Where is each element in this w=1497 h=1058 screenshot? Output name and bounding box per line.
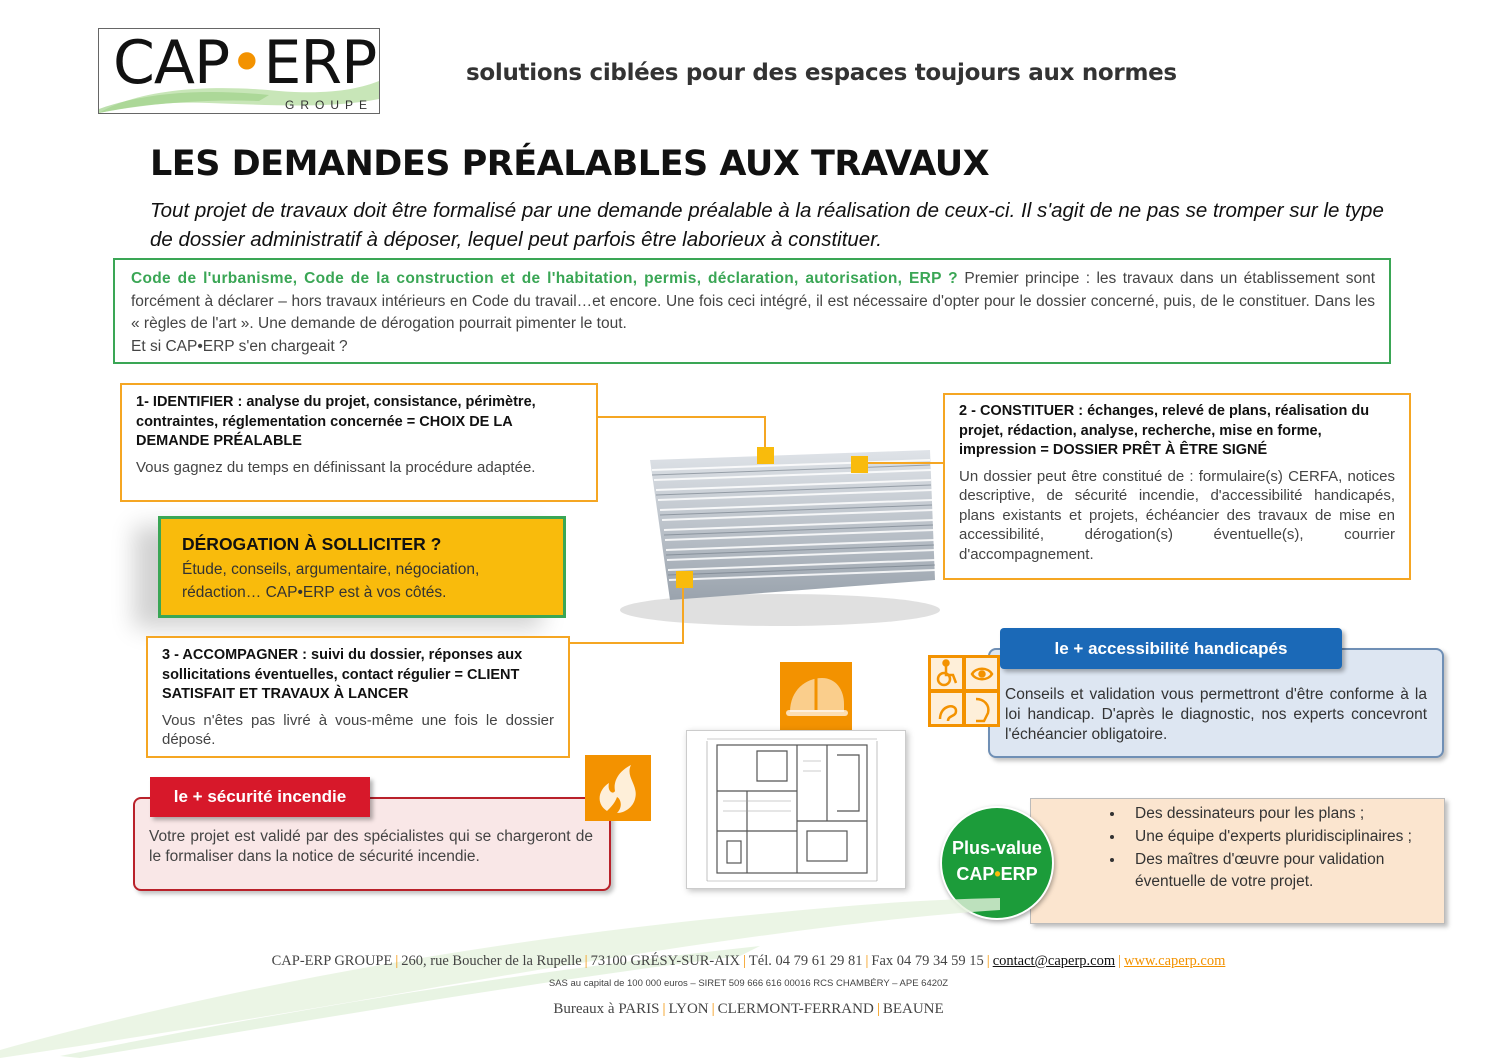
- footer-office: Bureaux à PARIS: [553, 1001, 660, 1017]
- footer-offices: Bureaux à PARIS | LYON | CLERMONT-FERRAND | BEAUNE: [553, 1001, 944, 1017]
- accessibility-tab: le + accessibilité handicapés: [1000, 628, 1342, 669]
- connector-line-2: [860, 462, 943, 464]
- plus-value-brand: CAP•ERP: [956, 864, 1038, 884]
- footer-web-link[interactable]: www.caperp.com: [1124, 953, 1226, 969]
- footer-email-link[interactable]: contact@caperp.com: [992, 953, 1116, 969]
- connector-square-2: [851, 456, 868, 473]
- footer-office: LYON: [668, 1001, 709, 1017]
- step-heading: 1- IDENTIFIER : analyse du projet, consistance, périmètre, contraintes, réglementation concernée = CHOIX DE LA DEMANDE PRÉALABLE: [136, 394, 536, 449]
- intro-text: Premier principe : les travaux dans un établissement sont forcément à déclarer – hors travaux intérieurs en Code du travail…et encore. Une fois ceci intégré, il est nécessaire d'opter pour le dossier concerné, puis, de le constituer. Dans les « règles de l'art ». Une demande de dérogation pourrait pimenter le tout.: [131, 270, 1376, 332]
- connector-square-3: [676, 571, 693, 588]
- accessibility-body: Conseils et validation vous permettront d'être conforme à la loi handicap. D'après le diagnostic, nos experts concevront l'échéancier obligatoire.: [1005, 686, 1427, 743]
- step-body: Un dossier peut être constitué de : formulaire(s) CERFA, notices descriptive, de sécurité incendie, d'accessibilité handicapés, plans existants et projets, échéancier des travaux de mise en accessibilité, dérogation(s) éventuelle(s), courrier d'accompagnement.: [959, 467, 1395, 563]
- derogation-heading: DÉROGATION À SOLLICITER ?: [182, 534, 442, 554]
- floor-plan-image: [686, 730, 906, 889]
- footer-company: CAP-ERP GROUPE: [271, 953, 393, 969]
- step-body: Vous gagnez du temps en définissant la procédure adaptée.: [136, 458, 536, 476]
- accessibility-icons: [928, 655, 1000, 727]
- paper-stack-image: [610, 430, 940, 630]
- intro-question: Et si CAP•ERP s'en chargeait ?: [131, 337, 348, 355]
- step-body: Vous n'êtes pas livré à vous-même une fois le dossier déposé.: [162, 711, 554, 748]
- logo-groupe: GROUPE: [284, 98, 373, 112]
- connector-line-3b: [570, 642, 684, 644]
- footer-fax: Fax 04 79 34 59 15: [871, 953, 984, 969]
- footer-tel: Tél. 04 79 61 29 81: [748, 953, 863, 969]
- list-item: • Des maîtres d'œuvre pour validation éventuelle de votre projet.: [1125, 849, 1444, 895]
- footer-office: CLERMONT-FERRAND: [717, 1001, 874, 1017]
- security-body: Votre projet est validé par des spécialistes qui se chargeront de le formaliser dans la notice de sécurité incendie.: [149, 828, 593, 865]
- connector-line-1: [598, 416, 766, 418]
- logo-brand: CAP•ERP: [113, 28, 377, 98]
- helmet-icon: [780, 662, 852, 734]
- derogation-box: [158, 516, 566, 618]
- footer-office: BEAUNE: [882, 1001, 944, 1017]
- flame-icon: [585, 755, 651, 821]
- page-title: LES DEMANDES PRÉALABLES AUX TRAVAUX: [150, 144, 990, 184]
- step-constituer-box: [943, 393, 1411, 580]
- step-identifier-box: [120, 383, 598, 502]
- connector-square-1: [757, 447, 774, 464]
- footer-legal: SAS au capital de 100 000 euros – SIRET 509 666 616 00016 RCS CHAMBÉRY – APE 6420Z: [548, 978, 949, 989]
- step-heading: 2 - CONSTITUER : échanges, relevé de plans, réalisation du projet, rédaction, analyse, recherche, mise en forme, impression = DOSSIER PRÊT À ÊTRE SIGNÉ: [959, 403, 1370, 458]
- list-item: • Des dessinateurs pour les plans ;: [1125, 803, 1444, 826]
- security-tab: le + sécurité incendie: [150, 777, 370, 817]
- plus-value-list: [1031, 799, 1444, 894]
- company-logo: [98, 28, 380, 114]
- derogation-body: Étude, conseils, argumentaire, négociation, rédaction… CAP•ERP est à vos côtés.: [182, 561, 480, 601]
- list-item: • Une équipe d'experts pluridisciplinaires ;: [1125, 826, 1444, 849]
- plus-value-label: Plus-value: [951, 838, 1043, 858]
- plus-value-box: [1030, 798, 1445, 924]
- footer-city: 73100 GRÉSY-SUR-AIX: [590, 953, 741, 969]
- step-heading: 3 - ACCOMPAGNER : suivi du dossier, réponses aux sollicitations éventuelles, contact régulier = CLIENT SATISFAIT ET TRAVAUX À LANCER: [162, 647, 523, 702]
- lead-paragraph: Tout projet de travaux doit être formalisé par une demande préalable à la réalisation de ceux-ci. Il s'agit de ne pas se tromper sur le type de dossier administratif à déposer, lequel peut parfois être laborieux à constituer.: [150, 199, 1384, 251]
- step-accompagner-box: [146, 636, 570, 758]
- tagline: solutions ciblées pour des espaces toujours aux normes: [466, 60, 1177, 86]
- intro-box: [113, 258, 1391, 364]
- footer-address: 260, rue Boucher de la Rupelle: [401, 953, 582, 969]
- footer-contact: CAP-ERP GROUPE | 260, rue Boucher de la Rupelle | 73100 GRÉSY-SUR-AIX | Tél. 04 79 61 29 81 | Fax 04 79 34 59 15 | contact@caperp.com | www.caperp.com: [271, 953, 1226, 969]
- intro-highlight: Code de l'urbanisme, Code de la construction et de l'habitation, permis, déclaration, autorisation, ERP ?: [131, 270, 958, 287]
